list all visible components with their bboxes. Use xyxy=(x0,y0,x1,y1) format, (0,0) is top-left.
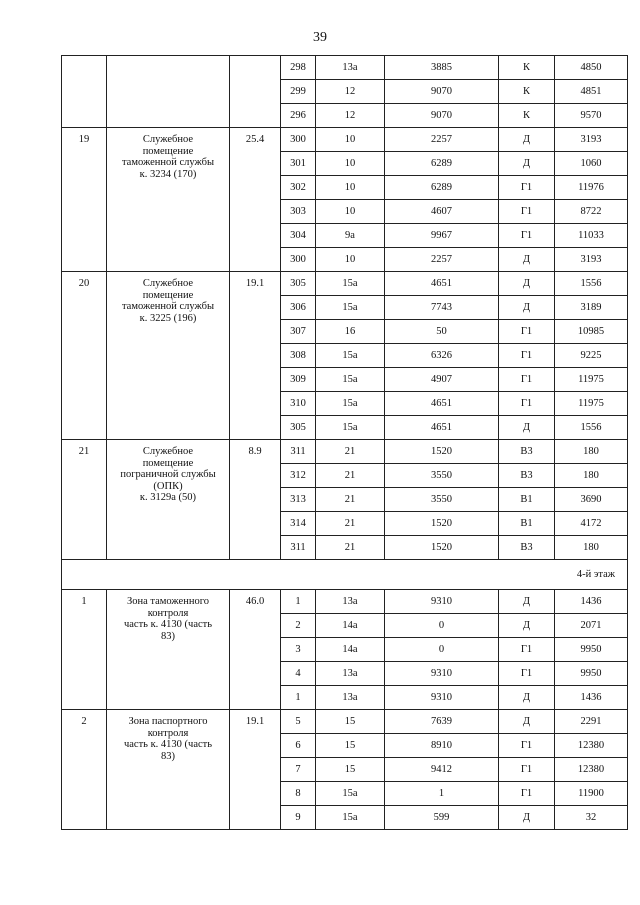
room-number-cell: 1 xyxy=(62,590,107,710)
room-name-line: таможенной службы xyxy=(121,157,215,168)
room-name-line: часть к. 4130 (часть xyxy=(123,739,213,750)
point-number-cell: 307 xyxy=(281,320,316,344)
point-number-cell: 303 xyxy=(281,200,316,224)
point-number-cell: 310 xyxy=(281,392,316,416)
distance-cell: 10985 xyxy=(555,320,628,344)
zone-cell: 14а xyxy=(316,614,385,638)
zone-cell: 10 xyxy=(316,128,385,152)
point-number-cell: 4 xyxy=(281,662,316,686)
point-number-cell: 309 xyxy=(281,368,316,392)
category-cell: Г1 xyxy=(499,368,555,392)
distance-cell: 4172 xyxy=(555,512,628,536)
point-number-cell: 2 xyxy=(281,614,316,638)
room-name-line: к. 3129а (50) xyxy=(139,492,197,503)
zone-cell: 15а xyxy=(316,392,385,416)
room-name-line: Служебное xyxy=(142,278,194,289)
value-cell: 599 xyxy=(385,806,499,830)
point-number-cell: 305 xyxy=(281,272,316,296)
table-row xyxy=(62,272,628,296)
category-cell: Г1 xyxy=(499,782,555,806)
point-number-cell: 296 xyxy=(281,104,316,128)
distance-cell: 1060 xyxy=(555,152,628,176)
zone-cell: 16 xyxy=(316,320,385,344)
point-number-cell: 304 xyxy=(281,224,316,248)
value-cell: 0 xyxy=(385,614,499,638)
distance-cell: 11975 xyxy=(555,392,628,416)
value-cell: 3550 xyxy=(385,488,499,512)
room-number-cell: 20 xyxy=(62,272,107,440)
table-row xyxy=(62,590,628,614)
zone-cell: 15 xyxy=(316,734,385,758)
zone-cell: 15а xyxy=(316,272,385,296)
room-name-cell xyxy=(107,272,230,440)
measurement-table xyxy=(61,55,628,830)
point-number-cell: 3 xyxy=(281,638,316,662)
category-cell: Д xyxy=(499,272,555,296)
category-cell: Д xyxy=(499,296,555,320)
value-cell: 4651 xyxy=(385,416,499,440)
value-cell: 9310 xyxy=(385,662,499,686)
room-name-line: контроля xyxy=(147,607,189,619)
point-number-cell: 1 xyxy=(281,686,316,710)
category-cell: К xyxy=(499,104,555,128)
value-cell: 3550 xyxy=(385,464,499,488)
value-cell: 6326 xyxy=(385,344,499,368)
page-number: 39 xyxy=(313,30,327,45)
value-cell: 50 xyxy=(385,320,499,344)
area-cell: 19.1 xyxy=(230,272,281,440)
category-cell: Д xyxy=(499,686,555,710)
point-number-cell: 298 xyxy=(281,56,316,80)
table-body xyxy=(62,56,628,830)
room-name-line: таможенной службы xyxy=(121,301,215,312)
point-number-cell: 306 xyxy=(281,296,316,320)
category-cell: Д xyxy=(499,806,555,830)
room-name-line: Служебное xyxy=(142,446,194,457)
point-number-cell: 1 xyxy=(281,590,316,614)
category-cell: Д xyxy=(499,248,555,272)
category-cell: Д xyxy=(499,152,555,176)
room-name-line: часть к. 4130 (часть xyxy=(123,619,213,630)
zone-cell: 15а xyxy=(316,806,385,830)
zone-cell: 15 xyxy=(316,710,385,734)
room-name-cell xyxy=(107,440,230,560)
distance-cell: 2291 xyxy=(555,710,628,734)
room-name-line: (ОПК) xyxy=(153,480,183,492)
distance-cell: 3690 xyxy=(555,488,628,512)
category-cell: Д xyxy=(499,416,555,440)
value-cell: 4907 xyxy=(385,368,499,392)
room-name-line: пограничной службы xyxy=(120,469,216,480)
value-cell: 0 xyxy=(385,638,499,662)
point-number-cell: 313 xyxy=(281,488,316,512)
point-number-cell: 311 xyxy=(281,440,316,464)
area-cell: 25.4 xyxy=(230,128,281,272)
zone-cell: 21 xyxy=(316,440,385,464)
value-cell: 9070 xyxy=(385,80,499,104)
value-cell: 6289 xyxy=(385,176,499,200)
room-name-line: к. 3225 (196) xyxy=(139,312,197,324)
value-cell: 4651 xyxy=(385,392,499,416)
point-number-cell: 305 xyxy=(281,416,316,440)
distance-cell: 8722 xyxy=(555,200,628,224)
distance-cell: 9570 xyxy=(555,104,628,128)
zone-cell: 15а xyxy=(316,296,385,320)
zone-cell: 15а xyxy=(316,782,385,806)
zone-cell: 15а xyxy=(316,368,385,392)
value-cell: 7639 xyxy=(385,710,499,734)
distance-cell: 3189 xyxy=(555,296,628,320)
distance-cell: 1436 xyxy=(555,686,628,710)
category-cell: К xyxy=(499,80,555,104)
room-name-line: помещение xyxy=(142,289,194,301)
point-number-cell: 6 xyxy=(281,734,316,758)
point-number-cell: 301 xyxy=(281,152,316,176)
area-cell: 8.9 xyxy=(230,440,281,560)
zone-cell: 10 xyxy=(316,152,385,176)
table-row xyxy=(62,710,628,734)
area-cell: 19.1 xyxy=(230,710,281,830)
point-number-cell: 314 xyxy=(281,512,316,536)
category-cell: Д xyxy=(499,590,555,614)
zone-cell: 21 xyxy=(316,488,385,512)
point-number-cell: 300 xyxy=(281,128,316,152)
distance-cell: 180 xyxy=(555,440,628,464)
category-cell: В3 xyxy=(499,536,555,560)
zone-cell: 13а xyxy=(316,590,385,614)
value-cell: 3885 xyxy=(385,56,499,80)
zone-cell: 21 xyxy=(316,536,385,560)
zone-cell: 13а xyxy=(316,662,385,686)
room-name-cell xyxy=(107,710,230,830)
zone-cell: 21 xyxy=(316,512,385,536)
category-cell: В3 xyxy=(499,464,555,488)
value-cell: 1520 xyxy=(385,512,499,536)
room-name-line: к. 3234 (170) xyxy=(139,168,197,180)
zone-cell: 21 xyxy=(316,464,385,488)
point-number-cell: 5 xyxy=(281,710,316,734)
category-cell: Г1 xyxy=(499,224,555,248)
value-cell: 1520 xyxy=(385,440,499,464)
distance-cell: 180 xyxy=(555,464,628,488)
distance-cell: 4850 xyxy=(555,56,628,80)
distance-cell: 1556 xyxy=(555,272,628,296)
zone-cell: 15а xyxy=(316,344,385,368)
category-cell: В3 xyxy=(499,440,555,464)
category-cell: Г1 xyxy=(499,176,555,200)
table-row xyxy=(62,56,628,80)
value-cell: 9070 xyxy=(385,104,499,128)
value-cell: 1520 xyxy=(385,536,499,560)
value-cell: 8910 xyxy=(385,734,499,758)
room-name-cell xyxy=(107,590,230,710)
room-name-line: контроля xyxy=(147,727,189,739)
zone-cell: 10 xyxy=(316,248,385,272)
zone-cell: 15 xyxy=(316,758,385,782)
table-row xyxy=(62,128,628,152)
zone-cell: 15а xyxy=(316,416,385,440)
room-name-line: 83) xyxy=(161,750,175,762)
value-cell: 1 xyxy=(385,782,499,806)
value-cell: 6289 xyxy=(385,152,499,176)
room-number-cell xyxy=(62,56,107,128)
point-number-cell: 299 xyxy=(281,80,316,104)
distance-cell: 11033 xyxy=(555,224,628,248)
room-name-line: Служебное xyxy=(142,134,194,145)
value-cell: 7743 xyxy=(385,296,499,320)
category-cell: К xyxy=(499,56,555,80)
distance-cell: 11976 xyxy=(555,176,628,200)
distance-cell: 9950 xyxy=(555,638,628,662)
point-number-cell: 8 xyxy=(281,782,316,806)
zone-cell: 12 xyxy=(316,80,385,104)
value-cell: 9310 xyxy=(385,686,499,710)
room-name-cell xyxy=(107,128,230,272)
zone-cell: 9а xyxy=(316,224,385,248)
category-cell: Д xyxy=(499,710,555,734)
distance-cell: 11975 xyxy=(555,368,628,392)
distance-cell: 2071 xyxy=(555,614,628,638)
point-number-cell: 7 xyxy=(281,758,316,782)
category-cell: Д xyxy=(499,128,555,152)
zone-cell: 12 xyxy=(316,104,385,128)
distance-cell: 3193 xyxy=(555,248,628,272)
value-cell: 9412 xyxy=(385,758,499,782)
room-number-cell: 19 xyxy=(62,128,107,272)
category-cell: В1 xyxy=(499,512,555,536)
category-cell: Г1 xyxy=(499,392,555,416)
point-number-cell: 300 xyxy=(281,248,316,272)
distance-cell: 32 xyxy=(555,806,628,830)
category-cell: Г1 xyxy=(499,344,555,368)
zone-cell: 14а xyxy=(316,638,385,662)
category-cell: Г1 xyxy=(499,638,555,662)
value-cell: 2257 xyxy=(385,128,499,152)
category-cell: Г1 xyxy=(499,734,555,758)
distance-cell: 1556 xyxy=(555,416,628,440)
room-name-line: 83) xyxy=(161,630,175,642)
distance-cell: 11900 xyxy=(555,782,628,806)
zone-cell: 13а xyxy=(316,686,385,710)
distance-cell: 9225 xyxy=(555,344,628,368)
room-name-line: помещение xyxy=(142,145,194,157)
zone-cell: 10 xyxy=(316,176,385,200)
point-number-cell: 9 xyxy=(281,806,316,830)
category-cell: Г1 xyxy=(499,662,555,686)
distance-cell: 3193 xyxy=(555,128,628,152)
category-cell: Г1 xyxy=(499,758,555,782)
distance-cell: 1436 xyxy=(555,590,628,614)
value-cell: 4607 xyxy=(385,200,499,224)
category-cell: Г1 xyxy=(499,200,555,224)
value-cell: 2257 xyxy=(385,248,499,272)
category-cell: В1 xyxy=(499,488,555,512)
area-cell: 46.0 xyxy=(230,590,281,710)
floor-label: 4-й этаж xyxy=(62,560,628,590)
distance-cell: 12380 xyxy=(555,734,628,758)
point-number-cell: 312 xyxy=(281,464,316,488)
room-name-line: Зона паспортного xyxy=(128,716,208,727)
point-number-cell: 308 xyxy=(281,344,316,368)
zone-cell: 10 xyxy=(316,200,385,224)
area-cell xyxy=(230,56,281,128)
room-name-cell xyxy=(107,56,230,128)
value-cell: 9967 xyxy=(385,224,499,248)
distance-cell: 180 xyxy=(555,536,628,560)
distance-cell: 9950 xyxy=(555,662,628,686)
category-cell: Г1 xyxy=(499,320,555,344)
room-name-line: Зона таможенного xyxy=(127,596,209,607)
point-number-cell: 311 xyxy=(281,536,316,560)
zone-cell: 13а xyxy=(316,56,385,80)
value-cell: 9310 xyxy=(385,590,499,614)
room-name-line: помещение xyxy=(142,457,194,469)
room-number-cell: 21 xyxy=(62,440,107,560)
distance-cell: 4851 xyxy=(555,80,628,104)
value-cell: 4651 xyxy=(385,272,499,296)
floor-header-row xyxy=(62,560,628,590)
category-cell: Д xyxy=(499,614,555,638)
point-number-cell: 302 xyxy=(281,176,316,200)
table-row xyxy=(62,440,628,464)
room-number-cell: 2 xyxy=(62,710,107,830)
distance-cell: 12380 xyxy=(555,758,628,782)
